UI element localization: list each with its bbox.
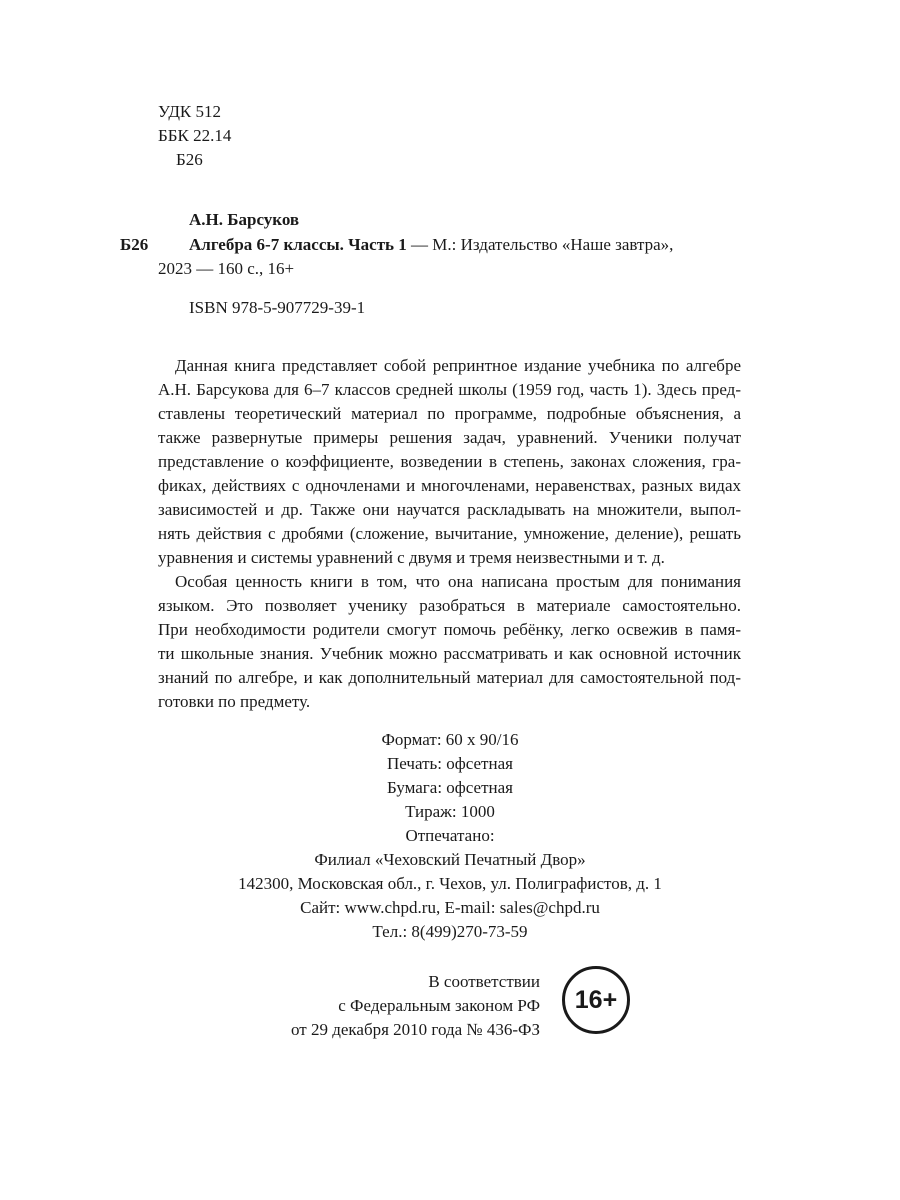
book-title: Алгебра 6-7 классы. Часть 1	[189, 235, 407, 254]
biblio-title-line	[189, 235, 673, 255]
biblio-year-pages: 2023 — 160 с., 16+	[158, 259, 295, 278]
isbn: ISBN 978-5-907729-39-1	[189, 298, 366, 317]
annotation-line: языком. Это позволяет ученику разобраться в материале самостоятельно.	[158, 596, 741, 615]
udk-code: УДК 512	[158, 102, 222, 121]
printer-address: 142300, Московская обл., г. Чехов, ул. Полиграфистов, д. 1	[238, 874, 662, 893]
annotation-line: Данная книга представляет собой репринтное издание учебника по алгебре	[175, 356, 741, 375]
paper-type: Бумага: офсетная	[387, 778, 513, 797]
age-rating-badge: 16+	[562, 966, 630, 1034]
age-law-line: от 29 декабря 2010 года № 436-ФЗ	[291, 1020, 540, 1039]
author-mark-biblio: Б26	[120, 235, 149, 254]
annotation-line: фиках, действиях с одночленами и многочленами, неравенствах, разных видах	[158, 476, 741, 495]
annotation-line: нять действия с дробями (сложение, вычитание, умножение, деление), решать	[158, 524, 741, 543]
publisher-info: — М.: Издательство «Наше завтра»,	[406, 235, 674, 254]
annotation-line: готовки по предмету.	[158, 692, 311, 711]
printer-name: Филиал «Чеховский Печатный Двор»	[314, 850, 586, 869]
annotation-line: знаний по алгебре, и как дополнительный материал для самостоятельной под-	[158, 668, 741, 687]
author: А.Н. Барсуков	[189, 210, 300, 229]
printer-contacts: Сайт: www.chpd.ru, E-mail: sales@chpd.ru	[300, 898, 600, 917]
bbk-code: ББК 22.14	[158, 126, 232, 145]
annotation-line: уравнения и системы уравнений с двумя и тремя неизвестными и т. д.	[158, 548, 665, 567]
annotation-line: также развернутые примеры решения задач, уравнений. Ученики получат	[158, 428, 741, 447]
annotation-line: представление о коэффициенте, возведении в степень, законах сложения, гра-	[158, 452, 741, 471]
annotation-line: При необходимости родители смогут помочь ребёнку, легко освежив в памя-	[158, 620, 741, 639]
age-law-line: В соответствии	[428, 972, 540, 991]
print-run: Тираж: 1000	[405, 802, 495, 821]
annotation-line: А.Н. Барсукова для 6–7 классов средней школы (1959 год, часть 1). Здесь пред-	[158, 380, 741, 399]
annotation-line: Особая ценность книги в том, что она написана простым для понимания	[175, 572, 741, 591]
annotation-line: зависимостей и др. Также они научатся раскладывать на множители, выпол-	[158, 500, 741, 519]
printer-phone: Тел.: 8(499)270-73-59	[372, 922, 528, 941]
format: Формат: 60 x 90/16	[381, 730, 519, 749]
printed-label: Отпечатано:	[405, 826, 495, 845]
author-mark: Б26	[176, 150, 203, 169]
annotation-line: ставлены теоретический материал по программе, подробные объяснения, а	[158, 404, 741, 423]
annotation-line: ти школьные знания. Учебник можно рассматривать и как основной источник	[158, 644, 741, 663]
age-law-line: с Федеральным законом РФ	[338, 996, 540, 1015]
print-type: Печать: офсетная	[387, 754, 513, 773]
